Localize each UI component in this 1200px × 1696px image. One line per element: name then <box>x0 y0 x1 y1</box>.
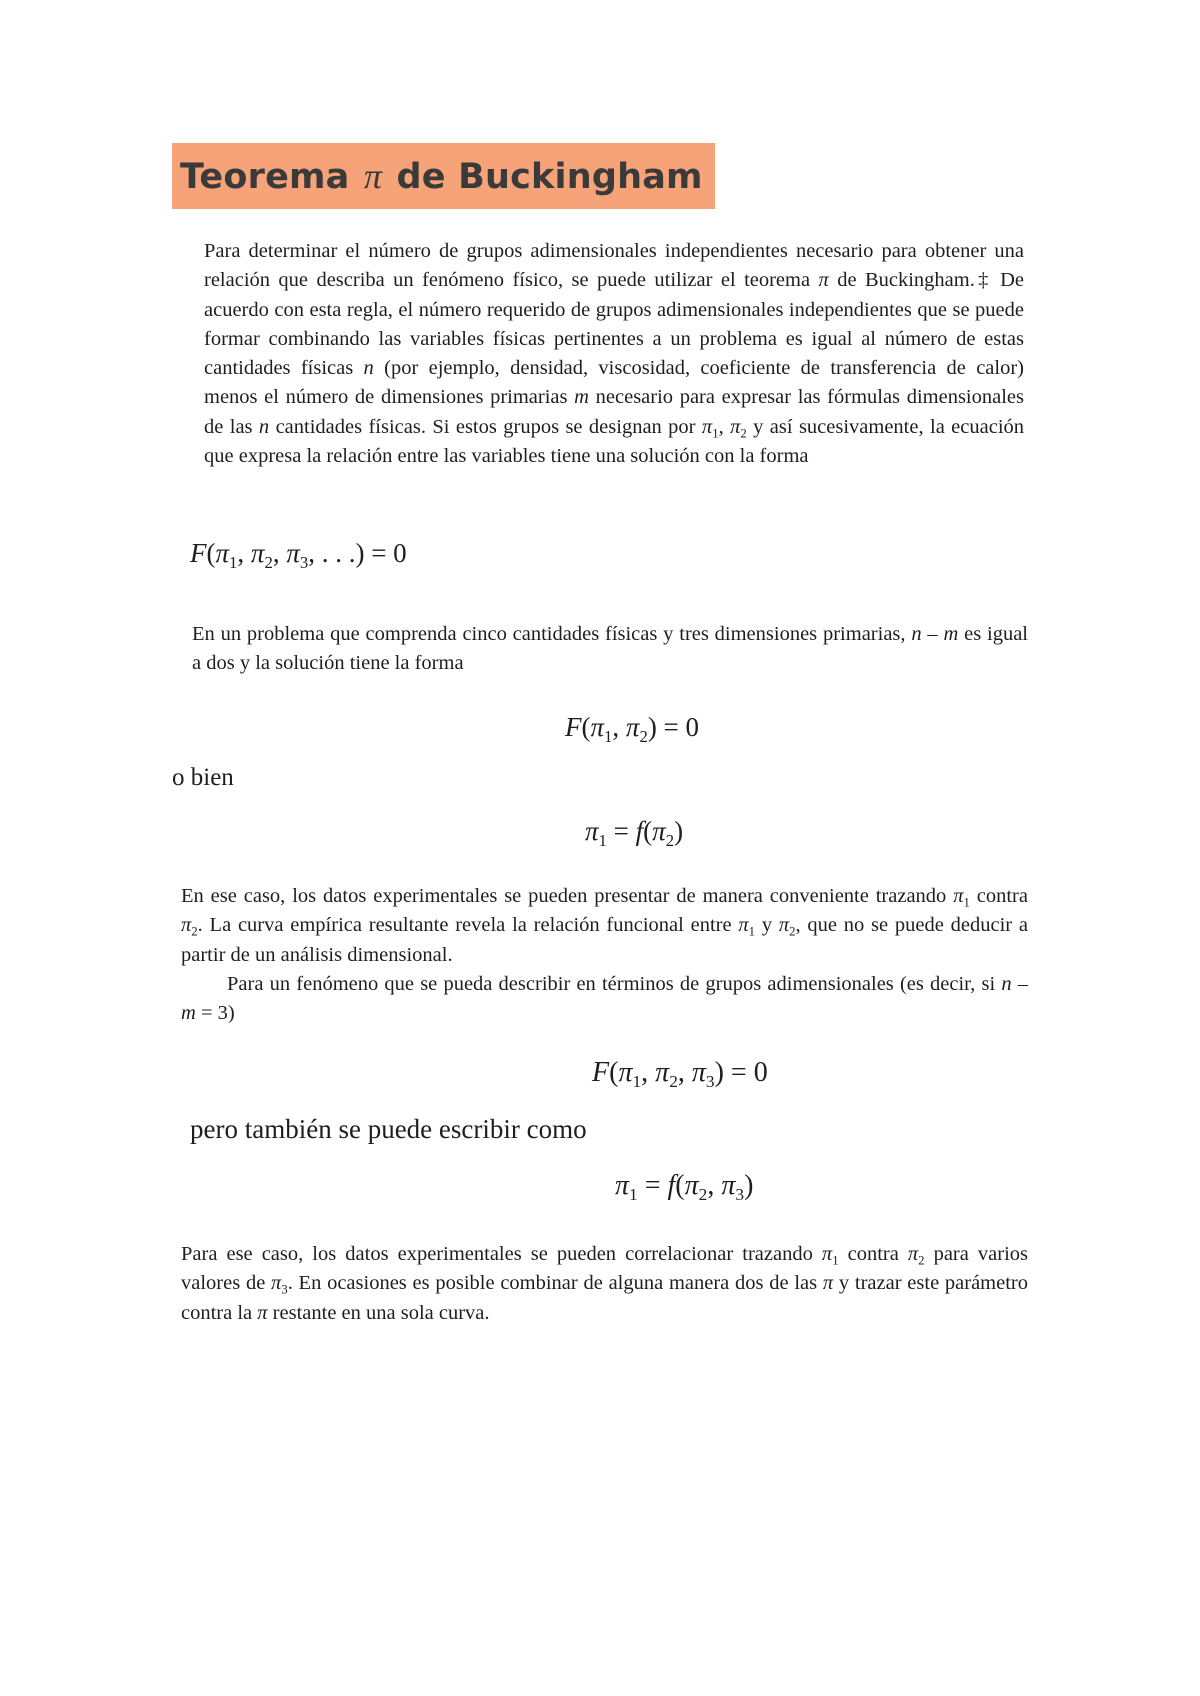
three-group-equation: $F(\pi_1$, $\pi_2$, $\pi_3) = 0$ <box>592 1057 768 1092</box>
experimental-data-text: En ese caso, los datos experimentales se pueden presentar de manera conveniente trazando $\pi_1$ contra $\pi_2$. La curva empírica resultante revela la relación funcional entre $\pi_1$ y $\pi_2$, que no se puede deducir a partir de un análisis dimensional. <box>181 885 1028 966</box>
connector-pero-tambien: pero también se puede escribir como <box>190 1114 587 1144</box>
section-title-box <box>172 143 715 209</box>
experimental-data-paragraph <box>181 882 1028 1028</box>
two-group-paragraph: En un problema que comprenda cinco cantidades físicas y tres dimensiones primarias, n – m es igual a dos y la solución tiene la forma <box>192 623 1029 675</box>
function-equation: $\pi_1 = f(\pi_2)$ <box>585 816 684 850</box>
two-group-equation: $F(\pi_1$, $\pi_2) = 0$ <box>565 712 700 746</box>
intro-paragraph: Para determinar el número de grupos adimensionales independientes necesario para obtener una relación que describa un fenómeno físico, se puede utilizar el teorema π de Buckingham.‡ De acuerdo con esta regla, el número requerido de grupos adimensionales independientes que se puede formar combinando las variables físicas pertinentes a un problema es igual al número de estas cantidades físicas n (por ejemplo, densidad, viscosidad, coeficiente de transferencia de calor) menos el número de dimensiones primarias m necesario para expresar las fórmulas dimensionales de las n cantidades físicas. Si estos grupos se designan por $\pi_1$, $\pi_2$ y así sucesivamente, la ecuación que expresa la relación entre las variables tiene una solución con la forma <box>204 240 1025 468</box>
general-equation: $F(\pi_1$, $\pi_2$, $\pi_3$, . . .) = 0 <box>190 538 407 572</box>
title-text-start: Teorema <box>180 157 350 197</box>
three-group-intro-text: Para un fenómeno que se pueda describir en términos de grupos adimensionales (es decir, si n – m = 3) <box>181 972 1029 1025</box>
correlation-paragraph: Para ese caso, los datos experimentales se pueden correlacionar trazando $\pi_1$ contra $\pi_2$ para varios valores de $\pi_3$. En ocasiones es posible combinar de alguna manera dos de las π y trazar este parámetro contra la π restante en una sola curva. <box>181 1243 1029 1324</box>
section-title <box>180 155 703 197</box>
title-text-end: de Buckingham <box>396 157 703 197</box>
title-pi-symbol: π <box>363 156 383 196</box>
three-group-function-equation: $\pi_1 = f(\pi_2$, $\pi_3$) <box>615 1170 754 1205</box>
connector-o-bien: o bien <box>172 764 234 791</box>
